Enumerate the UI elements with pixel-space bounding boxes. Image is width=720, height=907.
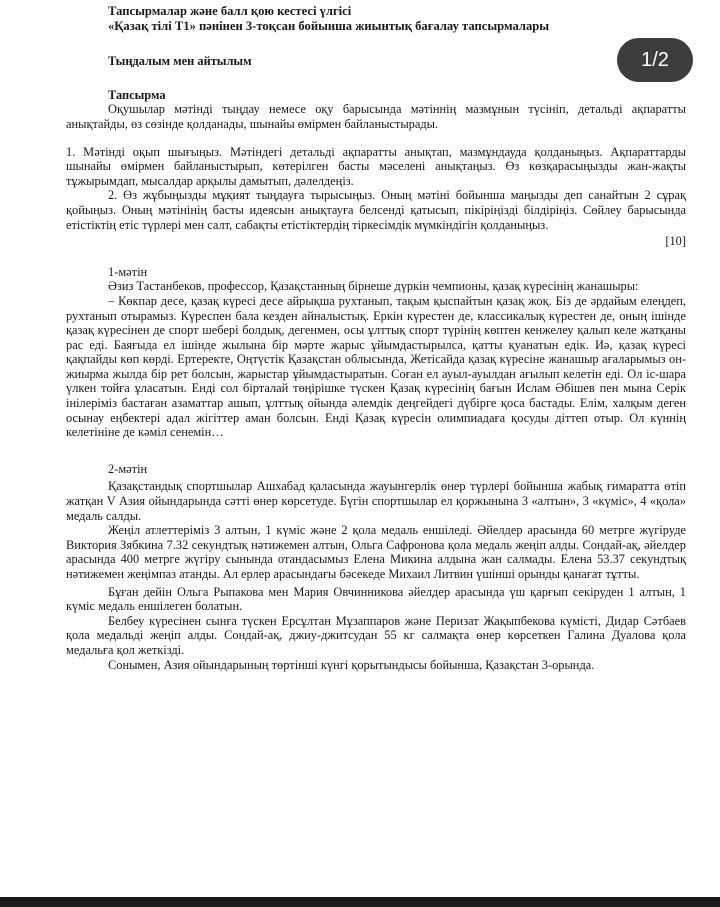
bottom-edge-strip: [0, 897, 720, 907]
task-intro: Оқушылар мәтінді тыңдау немесе оқу барысында мәтіннің мазмұнын түсініп, детальді ақпаратты анықтайды, өз сөзінде қолданады, шынайы өмірмен байланыстырады.: [66, 102, 686, 131]
page-indicator-badge: 1/2: [617, 38, 693, 82]
text2-paragraph-2: Жеңіл атлеттеріміз 3 алтын, 1 күміс және 2 қола медаль еншіледі. Әйелдер арасында 60 метрге жүгіруде Виктория Зябкина 7.32 секундтық нәтижемен алтын, Ольга Сафронова қола медаль жеңіп алды. Сондай-ақ, әйелдер арасында 400 метрге жүгіру сынында отандасымыз Елена Микина алдына жан салмады. Елена 53.37 секундтық нәтижемен жеңімпаз атанды. Ал ерлер арасындағы бәсекеде Михаил Литвин үшінші орынды қанағат тұтты.: [66, 523, 686, 581]
document-header-subtitle: «Қазақ тілі Т1» пәнінен 3-тоқсан бойынша жиынтық бағалау тапсырмалары: [108, 18, 550, 33]
text2-paragraph-4: Белбеу күресінен сынға түскен Ерсұлтан Мұзаппаров және Перизат Жақыпбекова күмісті, Дидар Сәтбаев қола медальді жеңіп алды. Сондай-ақ, джиу-джитсудан 55 кг салмақта өнер көрсеткен Галина Дуалова қола медальға қол жеткізді.: [66, 613, 686, 657]
score-label: [10]: [665, 234, 686, 249]
task-item-1: 1. Мәтінді оқып шығыңыз. Мәтіндегі детальді ақпаратты анықтап, мазмұндауда қолданыңыз. Ақпараттарды шынайы өмірмен байланыстырып, көтерілген басты мәселені анықтаңыз. Өз көзқарасыңызды жан-жақты тұжырымдап, мысалдар арқылы дамытып, дәлелдеңіз.: [66, 144, 686, 188]
text2-paragraph-1: Қазақстандық спортшылар Ашхабад қаласында жауынгерлік өнер түрлері бойынша жабық ғимаратта өтіп жатқан V Азия ойындарында сәтті өнер көрсетуде. Бүгін спортшылар ел қоржынына 3 «алтын», 3 «күміс», 4 «қола» медаль салды.: [66, 479, 686, 523]
section-title: Тыңдалым мен айтылым: [108, 54, 252, 69]
text1-intro: Әзиз Тастанбеков, профессор, Қазақстанның бірнеше дүркін чемпионы, қазақ күресінің жанашыры:: [108, 279, 639, 294]
text1-label: 1-мәтін: [108, 264, 148, 279]
text2-paragraph-5: Сонымен, Азия ойындарының төртінші күнгі қорытындысы бойынша, Қазақстан 3-орында.: [108, 657, 595, 672]
text1-body: – Көкпар десе, қазақ күресі десе айрықша рухтанып, тақым қыспайтын қазақ жоқ. Біз де әрдайым елеңдеп, рухтанып отырамыз. Күреспен бала кезден айналыстық. Еркін күрестен де, классикалық күрестен де, оның ішінде қазақ күресінен де спорт шеберi болдық, дегенмен, осы ұлттық спорт түрінің көптен кенжелеу қалып келе жатқаны рас еді. Баяғыда ел ішінде жылына бір мәрте жарыс ұйымдастырылса, қатты қуанатын едік. Иә, қазақ күресі қақпайды көп көрді. Ертеректе, Оңтүстік Қазақстан облысында, Жетісайда қазақ күресіне жанашыр ағаларымыз он-жиырма жылда бір рет болсын, жарыстар ұйымдастыратын. Соған ел ауыл-ауылдан ағылып келетін еді. Ол іс-шара үлкен тойға ұласатын. Енді сол бірталай төңірішке түскен Қазақ күресінің бағын Ислам Әбішев пен мына Серік інілеріміз бастаған азаматтар ашып, ұлттық ойында әлемдік деңгейдегі дүбірге қоса бастады. Елім, халқым деген осынау еңбектері адал жігіттер аман болсын. Енді Қазақ күресін олимпиадаға қосуды діттеп отыр. Ол күннің келетініне де кәміл сенемін…: [66, 293, 686, 440]
text2-label: 2-мәтін: [108, 461, 148, 476]
document-content: [66, 4, 686, 672]
text2-paragraph-3: Бұған дейін Ольга Рыпакова мен Мария Овчинникова әйелдер арасында үш қарғып секіруден 1 алтын, 1 күміс медаль еншілеген болатын.: [66, 584, 686, 614]
task-item-2: 2. Өз жұбыңызды мұқият тыңдауға тырысыңыз. Оның мәтіні бойынша маңызды деп санайтын 2 сұрақ қойыңыз. Оның мәтінінің басты идеясын анықтауға белсенді қатысып, пікіріңізді білдіріңіз. Сөйлеу барысында етістіктің етіс түрлері мен салт, сабақты етістіктердің тіркесімдік мүмкіндігін қолданыңыз.: [66, 188, 686, 232]
document-header-title: Тапсырмалар және балл қою кестесі үлгісі: [108, 4, 352, 18]
task-title: Тапсырма: [108, 87, 166, 102]
